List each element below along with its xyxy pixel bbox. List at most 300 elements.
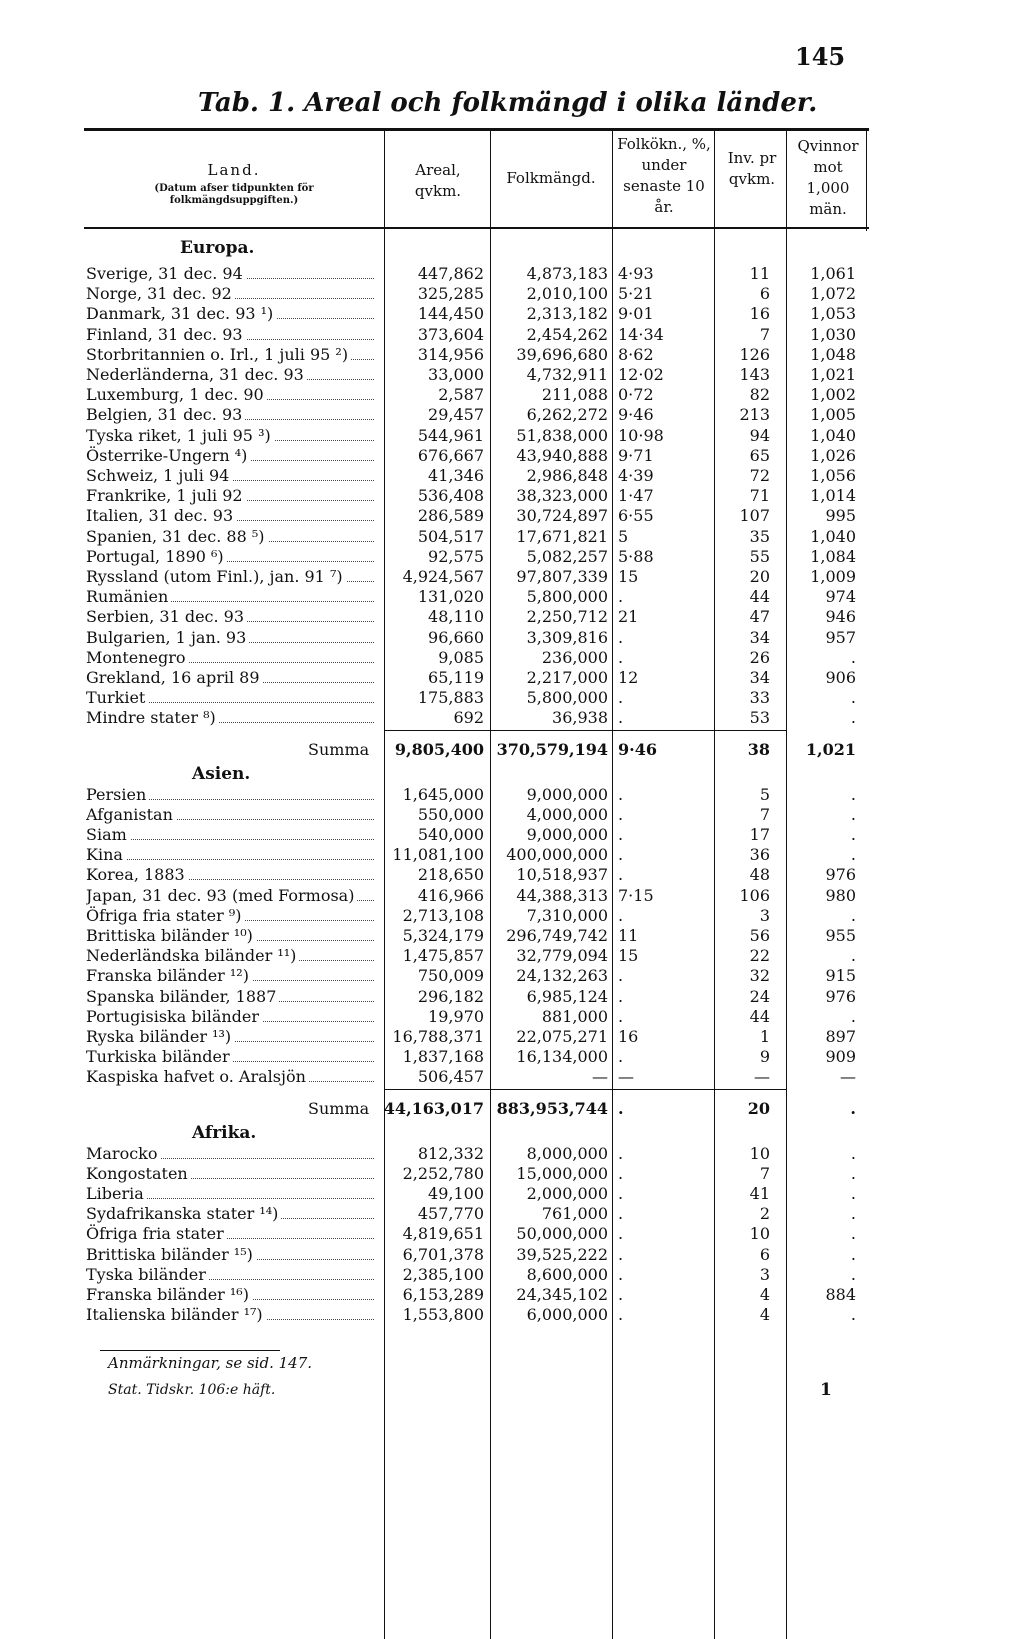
folkmangd-cell: 30,724,897 <box>516 506 608 526</box>
qvinnor-cell: . <box>850 1006 856 1026</box>
qvinnor-cell: . <box>850 1184 856 1203</box>
folkokning-cell: . <box>618 647 624 667</box>
folkmangd-cell: 296,749,742 <box>506 926 608 945</box>
folkokning-cell: 9·71 <box>618 445 654 465</box>
qvinnor-cell: . <box>850 1098 856 1118</box>
land-cell <box>86 1245 374 1265</box>
inv-cell: 3 <box>759 905 770 925</box>
folkmangd-cell: 8,600,000 <box>526 1264 608 1284</box>
land-name: Kina <box>86 845 126 864</box>
header-folkokn: Folkökn., %, under senaste 10 år. <box>617 135 711 216</box>
land-cell <box>86 688 374 708</box>
folkokning-cell: . <box>618 1143 624 1163</box>
land-name: Belgien, 31 dec. 93 <box>86 405 245 424</box>
folkmangd-cell: 16,134,000 <box>516 1047 608 1067</box>
inv-cell: 34 <box>749 627 770 647</box>
areal-cell: 2,713,108 <box>402 905 484 925</box>
folkokning-cell: 12 <box>618 668 639 687</box>
land-name: Korea, 1883 <box>86 865 188 884</box>
land-cell <box>86 648 374 668</box>
qvinnor-cell: 884 <box>825 1285 856 1304</box>
areal-cell: 457,770 <box>417 1204 484 1224</box>
inv-cell: 82 <box>749 385 770 405</box>
folkokning-cell: . <box>618 1047 624 1067</box>
land-cell <box>86 825 374 845</box>
qvinnor-cell: 1,005 <box>810 405 856 425</box>
land-name: Kongostaten <box>86 1164 191 1183</box>
areal-cell: 96,660 <box>428 627 484 647</box>
inv-cell: 32 <box>749 966 770 986</box>
land-name: Portugal, 1890 ⁶) <box>86 547 227 566</box>
land-name: Franska biländer ¹²) <box>86 966 252 985</box>
land-cell <box>86 946 374 966</box>
folkmangd-cell: 3,309,816 <box>526 627 608 647</box>
folkmangd-cell: 38,323,000 <box>516 486 608 506</box>
land-name: Tyska riket, 1 juli 95 ³) <box>86 426 274 445</box>
folkmangd-cell: 2,986,848 <box>526 466 608 485</box>
areal-cell: 504,517 <box>417 526 484 546</box>
folkokning-cell: 16 <box>618 1027 639 1046</box>
folkmangd-cell: 50,000,000 <box>516 1224 608 1244</box>
qvinnor-cell: . <box>850 905 856 925</box>
page-number: 145 <box>795 42 846 71</box>
areal-cell: 676,667 <box>417 445 484 465</box>
land-name: Italienska biländer ¹⁷) <box>86 1305 266 1324</box>
inv-cell: 47 <box>749 607 770 627</box>
folkmangd-cell: 6,262,272 <box>526 405 608 425</box>
land-name: Italien, 31 dec. 93 <box>86 506 236 525</box>
land-name: Frankrike, 1 juli 92 <box>86 486 246 505</box>
qvinnor-cell: 1,056 <box>810 466 856 485</box>
folkmangd-cell: 881,000 <box>541 1006 608 1026</box>
land-cell <box>86 1184 374 1204</box>
land-name: Schweiz, 1 juli 94 <box>86 466 232 485</box>
table-title: Tab. 1. Areal och folkmängd i olika länder. <box>198 88 818 118</box>
folkokning-cell: 8·62 <box>618 344 654 364</box>
footnote-reference: Anmärkningar, se sid. 147. <box>108 1354 313 1372</box>
land-name: Nederländerna, 31 dec. 93 <box>86 365 307 384</box>
folkokning-cell: . <box>618 1098 624 1118</box>
qvinnor-cell: 1,030 <box>810 324 856 344</box>
col-divider-6 <box>866 131 867 231</box>
land-cell <box>86 304 374 324</box>
folkokning-cell: . <box>618 708 624 728</box>
qvinnor-cell: . <box>850 708 856 728</box>
land-cell <box>86 527 374 547</box>
inv-cell: 24 <box>749 986 770 1006</box>
folkmangd-cell: 6,000,000 <box>526 1305 608 1325</box>
land-cell <box>86 547 374 567</box>
land-name: Finland, 31 dec. 93 <box>86 325 246 344</box>
land-name: Marocko <box>86 1144 161 1163</box>
land-cell <box>86 966 374 986</box>
areal-cell: 1,837,168 <box>402 1047 484 1067</box>
folkmangd-cell: 883,953,744 <box>496 1098 608 1118</box>
land-name: Turkiet <box>86 688 148 707</box>
folkmangd-cell: 5,082,257 <box>526 546 608 566</box>
areal-cell: 9,085 <box>438 647 484 667</box>
folkokning-cell: 9·46 <box>618 405 654 425</box>
areal-cell: 540,000 <box>417 825 484 844</box>
folkmangd-cell: 2,217,000 <box>526 668 608 687</box>
inv-cell: 44 <box>749 1006 770 1026</box>
areal-cell: 1,645,000 <box>402 784 484 804</box>
land-name: Brittiska biländer ¹⁵) <box>86 1245 256 1264</box>
inv-cell: 17 <box>749 825 770 844</box>
qvinnor-cell: 1,014 <box>810 486 856 506</box>
inv-cell: 4 <box>759 1285 770 1304</box>
land-cell <box>86 446 374 466</box>
folkokning-cell: . <box>618 825 624 844</box>
folkmangd-cell: 39,525,222 <box>516 1244 608 1264</box>
folkokning-cell: . <box>618 1163 624 1183</box>
inv-cell: 72 <box>749 466 770 485</box>
folkmangd-cell: 236,000 <box>541 647 608 667</box>
folkmangd-cell: 22,075,271 <box>516 1027 608 1046</box>
land-name: Österrike-Ungern ⁴) <box>86 446 250 465</box>
inv-cell: 126 <box>739 344 770 364</box>
land-cell <box>86 607 374 627</box>
qvinnor-cell: 976 <box>825 865 856 885</box>
land-cell <box>86 385 374 405</box>
folkmangd-cell: 2,454,262 <box>526 324 608 344</box>
folkokning-cell: . <box>618 627 624 647</box>
qvinnor-cell: . <box>850 825 856 844</box>
folkokning-cell: 12·02 <box>618 365 664 384</box>
land-name: Brittiska biländer ¹⁰) <box>86 926 256 945</box>
areal-cell: 92,575 <box>428 546 484 566</box>
inv-cell: 6 <box>759 1244 770 1264</box>
qvinnor-cell: 1,061 <box>810 264 856 283</box>
folkmangd-cell: 4,000,000 <box>526 804 608 824</box>
folkokning-cell: 21 <box>618 607 639 627</box>
folkmangd-cell: 51,838,000 <box>516 425 608 445</box>
inv-cell: 20 <box>749 567 770 586</box>
inv-cell: 10 <box>749 1224 770 1244</box>
folkokning-cell: . <box>618 845 624 865</box>
folkmangd-cell: 4,732,911 <box>526 365 608 384</box>
qvinnor-cell: . <box>850 804 856 824</box>
land-name: Japan, 31 dec. 93 (med Formosa) <box>86 886 357 905</box>
areal-cell: 29,457 <box>428 405 484 425</box>
folkokning-cell: 9·46 <box>618 739 657 759</box>
land-name: Luxemburg, 1 dec. 90 <box>86 385 267 404</box>
qvinnor-cell: 1,053 <box>810 304 856 324</box>
land-cell <box>86 926 374 946</box>
dot-leader <box>86 859 374 860</box>
inv-cell: 7 <box>759 324 770 344</box>
land-name: Sverige, 31 dec. 94 <box>86 264 246 283</box>
areal-cell: 2,385,100 <box>402 1264 484 1284</box>
areal-cell: 325,285 <box>417 284 484 304</box>
summa-label: Summa <box>308 1098 370 1118</box>
folkmangd-cell: 97,807,339 <box>516 567 608 586</box>
land-cell <box>86 865 374 885</box>
folkmangd-cell: 8,000,000 <box>526 1143 608 1163</box>
land-cell <box>86 486 374 506</box>
land-name: Tyska biländer <box>86 1265 209 1284</box>
land-cell <box>86 1067 374 1087</box>
qvinnor-cell: 1,040 <box>810 425 856 445</box>
land-cell <box>86 845 374 865</box>
header-qvinnor: Qvinnor mot 1,000 män. <box>797 137 859 218</box>
folkmangd-cell: 24,345,102 <box>516 1285 608 1304</box>
section-heading: Asien. <box>192 763 251 784</box>
qvinnor-cell: 897 <box>825 1027 856 1046</box>
header-areal: Areal, qvkm. <box>414 161 462 200</box>
areal-cell: 218,650 <box>417 865 484 885</box>
qvinnor-cell: 915 <box>825 966 856 986</box>
header-rule <box>84 227 869 229</box>
land-name: Kaspiska hafvet o. Aralsjön <box>86 1067 309 1086</box>
land-name: Liberia <box>86 1184 147 1203</box>
inv-cell: 56 <box>749 926 770 945</box>
folkmangd-cell: 44,388,313 <box>516 885 608 905</box>
folkokning-cell: 6·55 <box>618 506 654 526</box>
areal-cell: 11,081,100 <box>392 845 484 865</box>
areal-cell: 44,163,017 <box>383 1098 484 1118</box>
land-cell <box>86 987 374 1007</box>
qvinnor-cell: 1,026 <box>810 445 856 465</box>
folkmangd-cell: 211,088 <box>541 385 608 405</box>
header-folkmangd: Folkmängd. <box>506 169 596 187</box>
folkmangd-cell: 9,000,000 <box>526 825 608 844</box>
land-cell <box>86 1164 374 1184</box>
inv-cell: 1 <box>759 1027 770 1046</box>
qvinnor-cell: . <box>850 1244 856 1264</box>
folkokning-cell: . <box>618 865 624 885</box>
areal-cell: 2,587 <box>438 385 484 405</box>
inv-cell: 44 <box>749 587 770 607</box>
qvinnor-cell: . <box>850 784 856 804</box>
section-heading: Afrika. <box>192 1122 257 1143</box>
land-cell <box>86 1144 374 1164</box>
inv-cell: 107 <box>739 506 770 526</box>
header-inv: Inv. pr qvkm. <box>727 149 777 188</box>
areal-cell: 2,252,780 <box>402 1163 484 1183</box>
folkmangd-cell: 2,250,712 <box>526 607 608 627</box>
areal-cell: 175,883 <box>417 688 484 708</box>
qvinnor-cell: 906 <box>825 668 856 687</box>
inv-cell: 2 <box>759 1204 770 1224</box>
land-name: Spanien, 31 dec. 88 ⁵) <box>86 527 268 546</box>
folkokning-cell: . <box>618 1244 624 1264</box>
areal-cell: 416,966 <box>417 885 484 905</box>
qvinnor-cell: — <box>840 1067 856 1087</box>
land-name: Grekland, 16 april 89 <box>86 668 263 687</box>
land-cell <box>86 506 374 526</box>
folkokning-cell: . <box>618 1285 624 1304</box>
folkokning-cell: 4·93 <box>618 264 654 283</box>
summa-rule <box>384 1089 786 1090</box>
folkmangd-cell: 5,800,000 <box>526 587 608 607</box>
land-cell <box>86 1204 374 1224</box>
qvinnor-cell: 1,072 <box>810 284 856 304</box>
inv-cell: 38 <box>747 739 770 759</box>
areal-cell: 5,324,179 <box>402 926 484 945</box>
land-cell <box>86 1305 374 1325</box>
col-divider-5 <box>786 131 787 1639</box>
qvinnor-cell: . <box>850 1163 856 1183</box>
folkmangd-cell: 36,938 <box>552 708 608 728</box>
inv-cell: 6 <box>759 284 770 304</box>
folkokning-cell: . <box>618 688 624 708</box>
land-cell <box>86 405 374 425</box>
folkmangd-cell: 43,940,888 <box>516 445 608 465</box>
land-cell <box>86 365 374 385</box>
folkmangd-cell: 5,800,000 <box>526 688 608 708</box>
land-name: Ryssland (utom Finl.), jan. 91 ⁷) <box>86 567 346 586</box>
land-name: Öfriga fria stater <box>86 1224 227 1243</box>
inv-cell: 48 <box>749 865 770 885</box>
folkokning-cell: 4·39 <box>618 466 654 485</box>
folkokning-cell: . <box>618 587 624 607</box>
folkokning-cell: . <box>618 1224 624 1244</box>
inv-cell: 11 <box>749 264 770 283</box>
land-cell <box>86 886 374 906</box>
inv-cell: 22 <box>749 946 770 966</box>
areal-cell: 144,450 <box>417 304 484 324</box>
land-name: Norge, 31 dec. 92 <box>86 284 235 303</box>
inv-cell: 94 <box>749 425 770 445</box>
land-name: Storbritannien o. Irl., 1 juli 95 ²) <box>86 345 351 364</box>
folkmangd-cell: — <box>592 1067 608 1087</box>
folkmangd-cell: 15,000,000 <box>516 1163 608 1183</box>
inv-cell: 10 <box>749 1143 770 1163</box>
land-name: Portugisiska biländer <box>86 1007 262 1026</box>
land-name: Afganistan <box>86 805 176 824</box>
folkokning-cell: 7·15 <box>618 885 654 905</box>
folkokning-cell: 5·88 <box>618 546 654 566</box>
folkokning-cell: . <box>618 1305 624 1325</box>
folkmangd-cell: 39,696,680 <box>516 344 608 364</box>
folkokning-cell: . <box>618 784 624 804</box>
areal-cell: 373,604 <box>417 324 484 344</box>
land-cell <box>86 1265 374 1285</box>
qvinnor-cell: 974 <box>825 587 856 607</box>
areal-cell: 16,788,371 <box>392 1027 484 1046</box>
qvinnor-cell: 1,009 <box>810 567 856 586</box>
areal-cell: 506,457 <box>417 1067 484 1087</box>
areal-cell: 286,589 <box>417 506 484 526</box>
land-name: Serbien, 31 dec. 93 <box>86 607 247 626</box>
inv-cell: 35 <box>749 526 770 546</box>
folkokning-cell: 5 <box>618 526 629 546</box>
qvinnor-cell: . <box>850 688 856 708</box>
land-cell <box>86 708 374 728</box>
land-cell <box>86 1027 374 1047</box>
areal-cell: 447,862 <box>417 264 484 283</box>
inv-cell: 143 <box>739 365 770 384</box>
section-heading: Europa. <box>180 238 255 258</box>
folkokning-cell: 9·01 <box>618 304 654 324</box>
folkokning-cell: . <box>618 966 624 986</box>
areal-cell: 65,119 <box>428 668 484 687</box>
areal-cell: 692 <box>453 708 484 728</box>
folkokning-cell: 5·21 <box>618 284 654 304</box>
folkokning-cell: 14·34 <box>618 324 664 344</box>
folkmangd-cell: 761,000 <box>541 1204 608 1224</box>
land-cell <box>86 466 374 486</box>
qvinnor-cell: . <box>850 1224 856 1244</box>
inv-cell: 65 <box>749 445 770 465</box>
folkokning-cell: . <box>618 1204 624 1224</box>
land-cell <box>86 668 374 688</box>
folkmangd-cell: 6,985,124 <box>526 986 608 1006</box>
qvinnor-cell: . <box>850 1143 856 1163</box>
areal-cell: 536,408 <box>417 486 484 506</box>
land-cell <box>86 628 374 648</box>
folkmangd-cell: 9,000,000 <box>526 784 608 804</box>
col-divider-4 <box>714 131 715 1639</box>
qvinnor-cell: 1,002 <box>810 385 856 405</box>
land-cell <box>86 284 374 304</box>
areal-cell: 48,110 <box>428 607 484 627</box>
land-cell <box>86 426 374 446</box>
inv-cell: 3 <box>759 1264 770 1284</box>
folkmangd-cell: 400,000,000 <box>506 845 608 865</box>
areal-cell: 750,009 <box>417 966 484 986</box>
land-name: Montenegro <box>86 648 189 667</box>
areal-cell: 19,970 <box>428 1006 484 1026</box>
inv-cell: 20 <box>747 1098 770 1118</box>
qvinnor-cell: 1,021 <box>810 365 856 384</box>
inv-cell: 16 <box>749 304 770 324</box>
summa-label: Summa <box>308 739 370 759</box>
summa-rule <box>384 730 786 731</box>
inv-cell: 106 <box>739 885 770 905</box>
land-cell <box>86 805 374 825</box>
qvinnor-cell: . <box>850 845 856 865</box>
areal-cell: 6,153,289 <box>402 1285 484 1304</box>
inv-cell: 41 <box>749 1184 770 1203</box>
inv-cell: 34 <box>749 668 770 687</box>
qvinnor-cell: . <box>850 1305 856 1325</box>
areal-cell: 33,000 <box>428 365 484 384</box>
qvinnor-cell: . <box>850 647 856 667</box>
qvinnor-cell: 1,048 <box>810 344 856 364</box>
areal-cell: 544,961 <box>417 425 484 445</box>
land-name: Ryska biländer ¹³) <box>86 1027 234 1046</box>
inv-cell: 71 <box>749 486 770 506</box>
areal-cell: 550,000 <box>417 804 484 824</box>
inv-cell: — <box>754 1067 770 1087</box>
inv-cell: 5 <box>759 784 770 804</box>
land-name: Spanska biländer, 1887 <box>86 987 279 1006</box>
land-name: Turkiska biländer <box>86 1047 233 1066</box>
folkokning-cell: . <box>618 905 624 925</box>
qvinnor-cell: . <box>850 946 856 966</box>
areal-cell: 131,020 <box>417 587 484 607</box>
folkokning-cell: 0·72 <box>618 385 654 405</box>
header-land: Land. <box>207 161 261 179</box>
folkokning-cell: 15 <box>618 946 639 966</box>
inv-cell: 36 <box>749 845 770 865</box>
land-name: Siam <box>86 825 130 844</box>
folkmangd-cell: 24,132,263 <box>516 966 608 986</box>
folkmangd-cell: 370,579,194 <box>496 739 608 759</box>
land-cell <box>86 345 374 365</box>
footer-rule <box>100 1350 280 1351</box>
land-name: Nederländska biländer ¹¹) <box>86 946 299 965</box>
folkmangd-cell: 10,518,937 <box>516 865 608 885</box>
folkmangd-cell: 4,873,183 <box>526 264 608 283</box>
folkmangd-cell: 32,779,094 <box>516 946 608 966</box>
qvinnor-cell: 1,040 <box>810 526 856 546</box>
qvinnor-cell: 995 <box>825 506 856 526</box>
areal-cell: 1,475,857 <box>402 946 484 966</box>
folkokning-cell: . <box>618 986 624 1006</box>
